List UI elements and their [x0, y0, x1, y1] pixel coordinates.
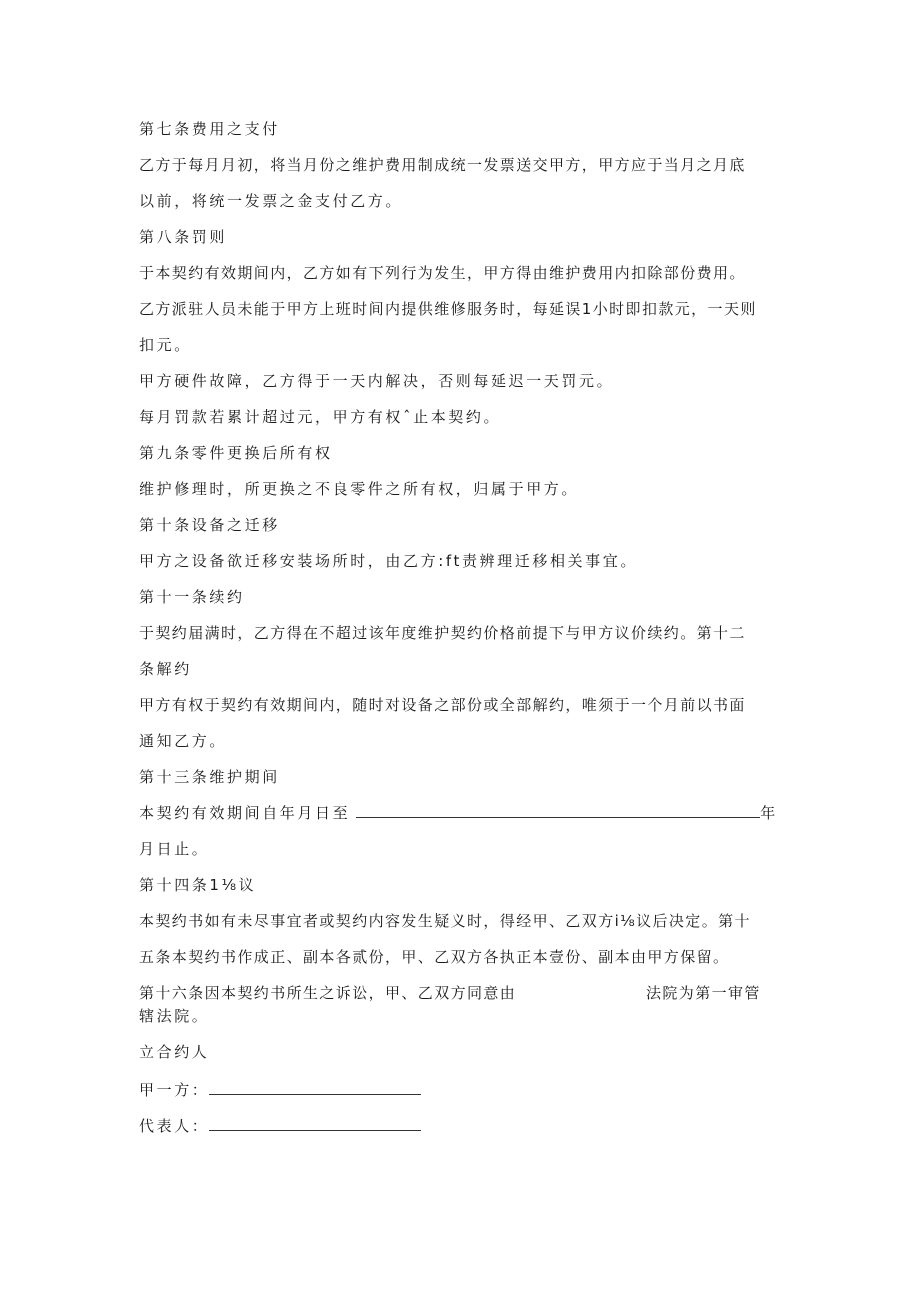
- representative-blank[interactable]: [209, 1116, 421, 1131]
- article-16-text-line-2: 辖法院。: [139, 1007, 210, 1025]
- article-8-text-line-5: 每月罚款若累计超过元，甲方有权ˆ止本契约。: [139, 408, 502, 426]
- article-12-title: 条解约: [139, 660, 192, 678]
- article-14-text-line-1: 本契约书如有未尽事宜者或契约内容发生疑义时，得经甲、乙双方i⅛议后决定。第十: [139, 912, 751, 930]
- representative-line: [139, 1116, 421, 1136]
- representative-label: 代表人：: [139, 1117, 210, 1135]
- party-a-line: [139, 1080, 421, 1100]
- article-12-text-line-1: 甲方有权于契约有效期间内，随时对设备之部份或全部解约，唯须于一个月前以书面: [139, 696, 746, 714]
- article-13-term-line: [139, 803, 778, 823]
- article-10-text: 甲方之设备欲迁移安装场所时，由乙方:ft责辨理迁移相关事宜。: [139, 552, 638, 570]
- term-end-date-blank[interactable]: [356, 803, 760, 818]
- term-prefix: 本契约有效期间自年月日至: [139, 804, 351, 822]
- article-7-title: 第七条费用之支付: [139, 120, 280, 138]
- article-8-text-line-3: 扣元。: [139, 336, 192, 354]
- article-13-title: 第十三条维护期间: [139, 768, 280, 786]
- article-9-text: 维护修理时，所更换之不良零件之所有权，归属于甲方。: [139, 480, 580, 498]
- article-8-text-line-1: 于本契约有效期间内，乙方如有下列行为发生，甲方得由维护费用内扣除部份费用。: [139, 264, 746, 282]
- article-9-title: 第九条零件更换后所有权: [139, 444, 333, 462]
- article-15-text: 五条本契约书作成正、副本各贰份，甲、乙双方各执正本壹份、副本由甲方保留。: [139, 948, 730, 966]
- article-7-text-line-2: 以前，将统一发票之金支付乙方。: [139, 192, 404, 210]
- article-16-court-suffix: 法院为第一审管: [646, 984, 761, 1002]
- party-a-blank[interactable]: [209, 1080, 421, 1095]
- article-11-title: 第十一条续约: [139, 588, 245, 606]
- article-8-text-line-2: 乙方派驻人员未能于甲方上班时间内提供维修服务时，每延误1小时即扣款元，一天则: [139, 300, 757, 318]
- article-8-title: 第八条罚则: [139, 228, 228, 246]
- term-suffix: 年: [760, 804, 778, 822]
- article-10-title: 第十条设备之迁移: [139, 516, 280, 534]
- article-12-text-line-2: 通知乙方。: [139, 732, 228, 750]
- article-8-text-line-4: 甲方硬件故障，乙方得于一天内解决，否则每延迟一天罚元。: [139, 372, 615, 390]
- party-a-label: 甲一方：: [139, 1081, 210, 1099]
- article-11-text-line-1: 于契约届满时，乙方得在不超过该年度维护契约价格前提下与甲方议价续约。第十二: [139, 624, 746, 642]
- article-13-term-line-2: 月日止。: [139, 840, 210, 858]
- signatory-title: 立合约人: [139, 1043, 210, 1061]
- article-7-text-line-1: 乙方于每月月初，将当月份之维护费用制成统一发票送交甲方，甲方应于当月之月底: [139, 156, 746, 174]
- article-16-text-line-1: 第十六条因本契约书所生之诉讼，甲、乙双方同意由: [139, 984, 517, 1002]
- article-14-title: 第十四条1⅛议: [139, 876, 257, 894]
